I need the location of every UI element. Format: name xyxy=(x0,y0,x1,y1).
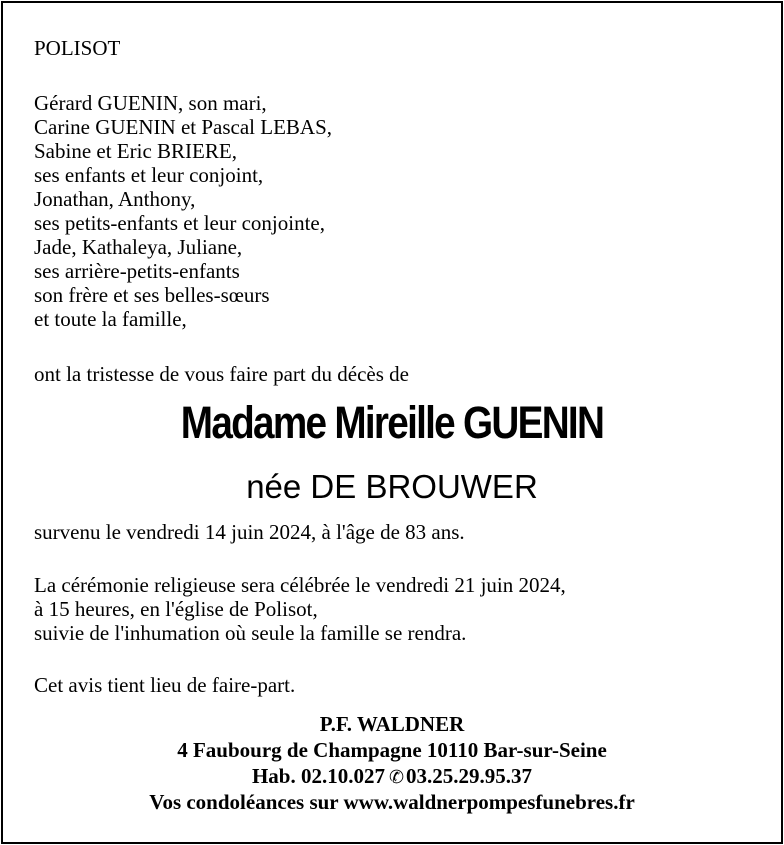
family-line: Jonathan, Anthony, xyxy=(34,187,196,211)
phone-icon: ✆ xyxy=(388,767,405,788)
funeral-home-contact xyxy=(3,764,781,790)
announcement-text: ont la tristesse de vous faire part du décès de xyxy=(34,362,409,386)
funeral-home-name: P.F. WALDNER xyxy=(319,712,465,736)
condolences-link[interactable]: Vos condoléances sur www.waldnerpompesfunebres.fr xyxy=(149,790,635,814)
family-line: ses enfants et leur conjoint, xyxy=(34,163,264,187)
maiden-name: née DE BROUWER xyxy=(246,468,538,505)
deceased-name: Madame Mireille GUENIN xyxy=(180,397,604,448)
ceremony-line: à 15 heures, en l'église de Polisot, xyxy=(34,597,318,621)
family-line: Jade, Kathaleya, Juliane, xyxy=(34,235,243,259)
closing-text: Cet avis tient lieu de faire-part. xyxy=(34,673,296,697)
ceremony-line: suivie de l'inhumation où seule la famille se rendra. xyxy=(34,621,467,645)
family-line: ses petits-enfants et leur conjointe, xyxy=(34,211,325,235)
family-line: Sabine et Eric BRIERE, xyxy=(34,139,237,163)
phone-number: 03.25.29.95.37 xyxy=(406,764,533,788)
obituary-notice xyxy=(1,1,783,844)
funeral-home-address: 4 Faubourg de Champagne 10110 Bar-sur-Seine xyxy=(177,738,607,762)
family-line: ses arrière-petits-enfants xyxy=(34,259,240,283)
family-line: Carine GUENIN et Pascal LEBAS, xyxy=(34,115,333,139)
family-line: et toute la famille, xyxy=(34,307,187,331)
death-info: survenu le vendredi 14 juin 2024, à l'âge de 83 ans. xyxy=(34,520,465,544)
family-line: Gérard GUENIN, son mari, xyxy=(34,91,267,115)
town-heading: POLISOT xyxy=(34,36,121,60)
family-line: son frère et ses belles-sœurs xyxy=(34,283,270,307)
ceremony-line: La cérémonie religieuse sera célébrée le vendredi 21 juin 2024, xyxy=(34,573,566,597)
habilitation-number: Hab. 02.10.027 xyxy=(251,764,385,788)
